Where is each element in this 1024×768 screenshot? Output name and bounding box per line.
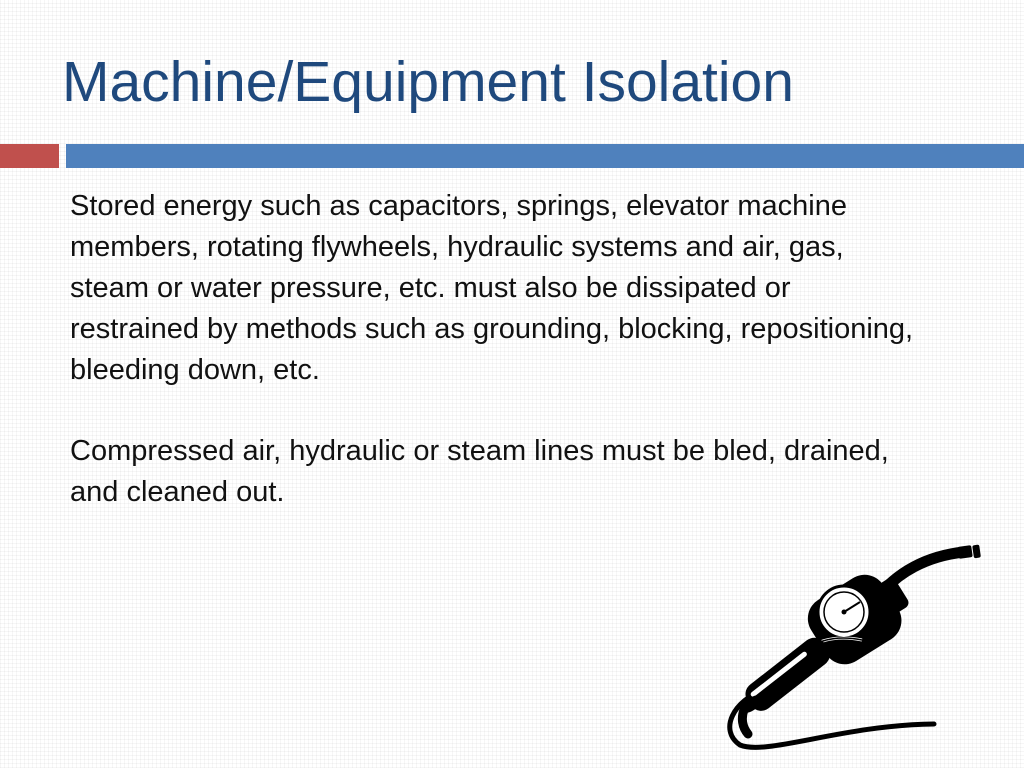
accent-bar-blue	[66, 144, 1024, 168]
body-paragraph-compressed-air: Compressed air, hydraulic or steam lines must be bled, drained, and cleaned out.	[70, 435, 889, 508]
slide-title: Machine/Equipment Isolation	[62, 50, 794, 114]
tire-pressure-gauge-icon	[722, 540, 992, 755]
body-paragraph-stored-energy: Stored energy such as capacitors, springs, elevator machine members, rotating flywheels, hydraulic systems and air, gas, steam or water pressure, etc. must also be dissipated or restrained by methods such as grounding, blocking, repositioning, bleeding down, etc.	[70, 190, 914, 386]
accent-bar-red	[0, 144, 59, 168]
slide-body	[70, 186, 920, 513]
